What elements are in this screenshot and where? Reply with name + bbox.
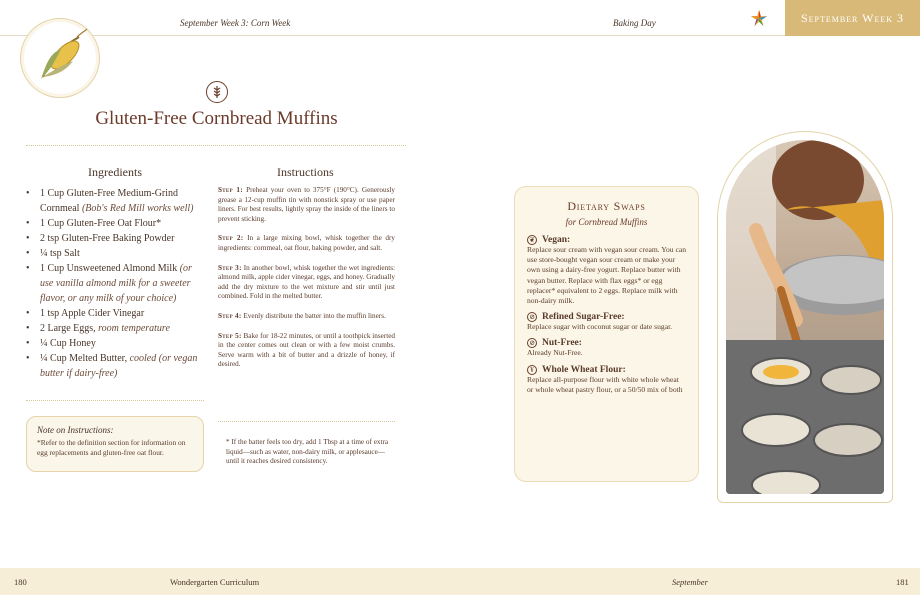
list-item: • 1 Cup Gluten-Free Medium-Grind Cornmeal (Bob's Red Mill works well)	[26, 186, 206, 216]
step-3: Step 3: In another bowl, whisk together the wet ingredients: almond milk, apple cider vinegar, eggs, and honey. Gradually add the dry mixture to the wet mixture and stir until just combined. Fold in the melted butter.	[218, 263, 396, 301]
step-2: Step 2: In a large mixing bowl, whisk together the dry ingredients: cornmeal, oat flour, baking powder, and salt.	[218, 234, 396, 252]
star-logo-icon	[750, 9, 768, 27]
whole-wheat-icon: ¥	[527, 365, 537, 375]
list-item: • 2 Large Eggs, room temperature	[26, 321, 206, 336]
step-5: Step 5: Bake for 18-22 minutes, or until a toothpick inserted in the center comes out clean or with a few moist crumbs. Serve warm with a bit of butter and a drizzle of honey, if desired.	[218, 331, 396, 369]
running-header-mid: Baking Day	[613, 18, 656, 28]
note-box	[26, 416, 204, 472]
list-item: • ¼ Cup Honey	[26, 336, 206, 351]
swap-sugar-text: Replace sugar with coconut sugar or date sugar.	[527, 322, 673, 332]
list-item: • 2 tsp Gluten-Free Baking Powder	[26, 231, 206, 246]
swap-wheat-heading: ¥ Whole Wheat Flour:	[527, 365, 686, 375]
wheat-icon	[206, 81, 228, 103]
list-item: • ¼ Cup Melted Butter, cooled (or vegan butter if dairy-free)	[26, 351, 206, 381]
swap-nut-heading: ⊘ Nut-Free:	[527, 338, 686, 348]
corn-illustration	[20, 18, 100, 98]
note-title: Note on Instructions:	[37, 425, 114, 435]
swap-vegan-heading: ❦ Vegan:	[527, 235, 686, 245]
recipe-title: Gluten-Free Cornbread Muffins	[95, 108, 338, 129]
page-number-left: 180	[14, 577, 27, 587]
list-item: • 1 tsp Apple Cider Vinegar	[26, 306, 206, 321]
instructions-divider	[218, 421, 395, 422]
footer-band	[0, 568, 920, 595]
ingredients-list	[26, 186, 206, 381]
dietary-swaps-box	[514, 186, 699, 482]
page-number-right: 181	[896, 577, 909, 587]
list-item: • 1 Cup Gluten-Free Oat Flour*	[26, 216, 206, 231]
week-tab: September Week 3	[785, 0, 920, 36]
swap-sugar-heading: ⊘ Refined Sugar-Free:	[527, 312, 686, 322]
swaps-subtitle: for Cornbread Muffins	[565, 217, 648, 227]
wheat-glyph	[207, 82, 227, 102]
note-text: *Refer to the definition section for information on egg replacements and gluten-free oat flour.	[37, 438, 186, 457]
footer-right-title: September	[672, 577, 708, 587]
list-item: • 1 Cup Unsweetened Almond Milk (or use vanilla almond milk for a sweeter flavor, or any milk of your choice)	[26, 261, 206, 306]
vegan-leaf-icon: ❦	[527, 235, 537, 245]
list-item: • ¼ tsp Salt	[26, 246, 206, 261]
header-rule	[0, 35, 920, 36]
footer-left-title: Wondergarten Curriculum	[170, 577, 260, 587]
title-divider	[26, 145, 406, 146]
child-filling-muffin-tin-photo	[726, 140, 884, 494]
instructions-heading: Instructions	[277, 165, 334, 179]
running-header-left: September Week 3: Corn Week	[180, 18, 291, 28]
sugar-free-icon: ⊘	[527, 312, 537, 322]
step-1: Step 1: Preheat your oven to 375°F (190°C). Generously grease a 12-cup muffin tin with nonstick spray or use paper liners. For best results, lightly spray the inside of the liners to prevent sticking.	[218, 186, 396, 223]
swap-nut-text: Already Nut-Free.	[527, 348, 583, 358]
step-4: Step 4: Evenly distribute the batter into the muffin liners.	[218, 311, 386, 320]
instructions-steps	[218, 186, 395, 380]
photo-illustration	[726, 140, 884, 494]
ingredients-heading: Ingredients	[88, 165, 142, 179]
swaps-title: Dietary Swaps	[567, 199, 646, 213]
corn-icon	[21, 19, 99, 97]
swap-wheat-text: Replace all-purpose flour with white whole wheat or whole wheat pastry flour, or a 50/50 mix of both	[527, 374, 683, 394]
footnote: * If the batter feels too dry, add 1 Tbsp at a time of extra liquid—such as water, non-dairy milk, or applesauce—until it reaches desired consistency.	[226, 438, 389, 466]
ingredients-divider	[26, 400, 204, 401]
swap-vegan-text: Replace sour cream with vegan sour cream. You can use store-bought vegan sour cream or make your own using a dairy-free yogurt. Replace butter with vegan butter. Replace with flax eggs* or egg replacer* equivalent to 2 eggs. Replace milk with non-dairy milk.	[527, 245, 686, 306]
nut-free-icon: ⊘	[527, 338, 537, 348]
